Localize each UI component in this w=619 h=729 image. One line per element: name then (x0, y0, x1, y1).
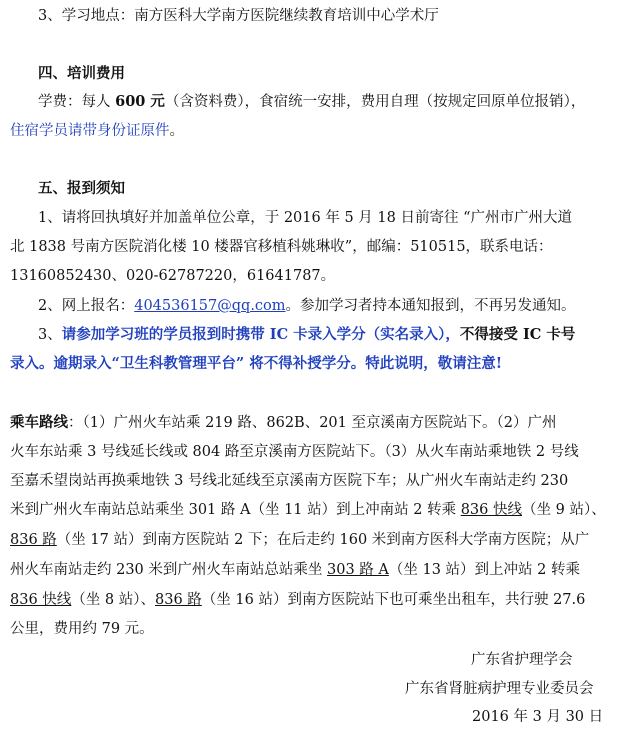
registration-item-1-line-3: 13160852430、020-62787220，61641787。 (10, 268, 336, 284)
signature-org-2: 广东省肾脏病护理专业委员会 (405, 681, 594, 697)
registration-item-2: 2、网上报名：404536157@qq.com。参加学习者持本通知报到，不再另发通知。 (38, 298, 576, 314)
fee-amount: 600 元 (115, 93, 165, 110)
route-line-1: 乘车路线：（1）广州火车站乘 219 路、862B、201 至京溪南方医院站下。（2）广州 (10, 414, 557, 431)
registration-item-3-line-2: 录入。逾期录入“卫生科教管理平台” 将不得补授学分。特此说明，敬请注意! (10, 355, 503, 372)
fees-line-1: 学费：每人 600 元（含资料费），食宿统一安排，费用自理（按规定回原单位报销）， (38, 93, 586, 110)
signature-date: 2016 年 3 月 30 日 (472, 709, 604, 725)
route-line-4: 米到广州火车南站总站乘坐 301 路 A（坐 11 站）到上冲南站 2 转乘 836 快线（坐 9 站）、 (10, 502, 606, 518)
signature-org-1: 广东省护理学会 (471, 652, 573, 668)
route-line-7: 836 快线（坐 8 站）、836 路（坐 16 站）到南方医院站下也可乘坐出租车，共行驶 27.6 (10, 592, 586, 608)
route-line-5: 836 路（坐 17 站）到南方医院站 2 下；在后走约 160 米到南方医科大学南方医院；从广 (10, 532, 590, 548)
registration-item-1-line-2: 北 1838 号南方医院消化楼 10 楼器官移植科姚琳收”，邮编：510515，联系电话： (10, 239, 553, 255)
email-link[interactable]: 404536157@qq.com (134, 298, 286, 314)
route-836-express: 836 快线 (460, 502, 522, 518)
route-line-8: 公里，费用约 79 元。 (10, 621, 154, 637)
study-location: 3、学习地点：南方医科大学南方医院继续教育培训中心学术厅 (38, 8, 439, 24)
registration-item-3-line-1: 3、请参加学习班的学员报到时携带 IC 卡录入学分（实名录入），不得接受 IC 卡号 (38, 326, 576, 343)
route-line-2: 火车东站乘 3 号线延长线或 804 路至京溪南方医院站下。（3）从火车南站乘地铁 2 号线 (10, 444, 579, 460)
route-line-6: 州火车南站走约 230 米到广州火车南站总站乘坐 303 路 A（坐 13 站）到上冲站 2 转乘 (10, 562, 581, 578)
section-heading-fees: 四、培训费用 (38, 65, 125, 82)
fees-line-2: 住宿学员请带身份证原件。 (10, 123, 184, 139)
id-card-notice: 住宿学员请带身份证原件 (10, 123, 170, 139)
route-836-2: 836 路 (155, 592, 202, 608)
section-heading-registration: 五、报到须知 (38, 180, 125, 197)
registration-item-1-line-1: 1、请将回执填好并加盖单位公章，于 2016 年 5 月 18 日前寄往 “广州市广州大道 (38, 210, 572, 226)
route-836: 836 路 (10, 532, 57, 548)
route-line-3: 至嘉禾望岗站再换乘地铁 3 号线北延线至京溪南方医院下车；从广州火车南站走约 230 (10, 473, 569, 489)
route-label: 乘车路线 (10, 414, 68, 431)
ic-card-notice: 请参加学习班的学员报到时携带 IC 卡录入学分（实名录入）， (61, 326, 460, 343)
route-303a: 303 路 A (327, 562, 389, 578)
route-836-express-2: 836 快线 (10, 592, 72, 608)
